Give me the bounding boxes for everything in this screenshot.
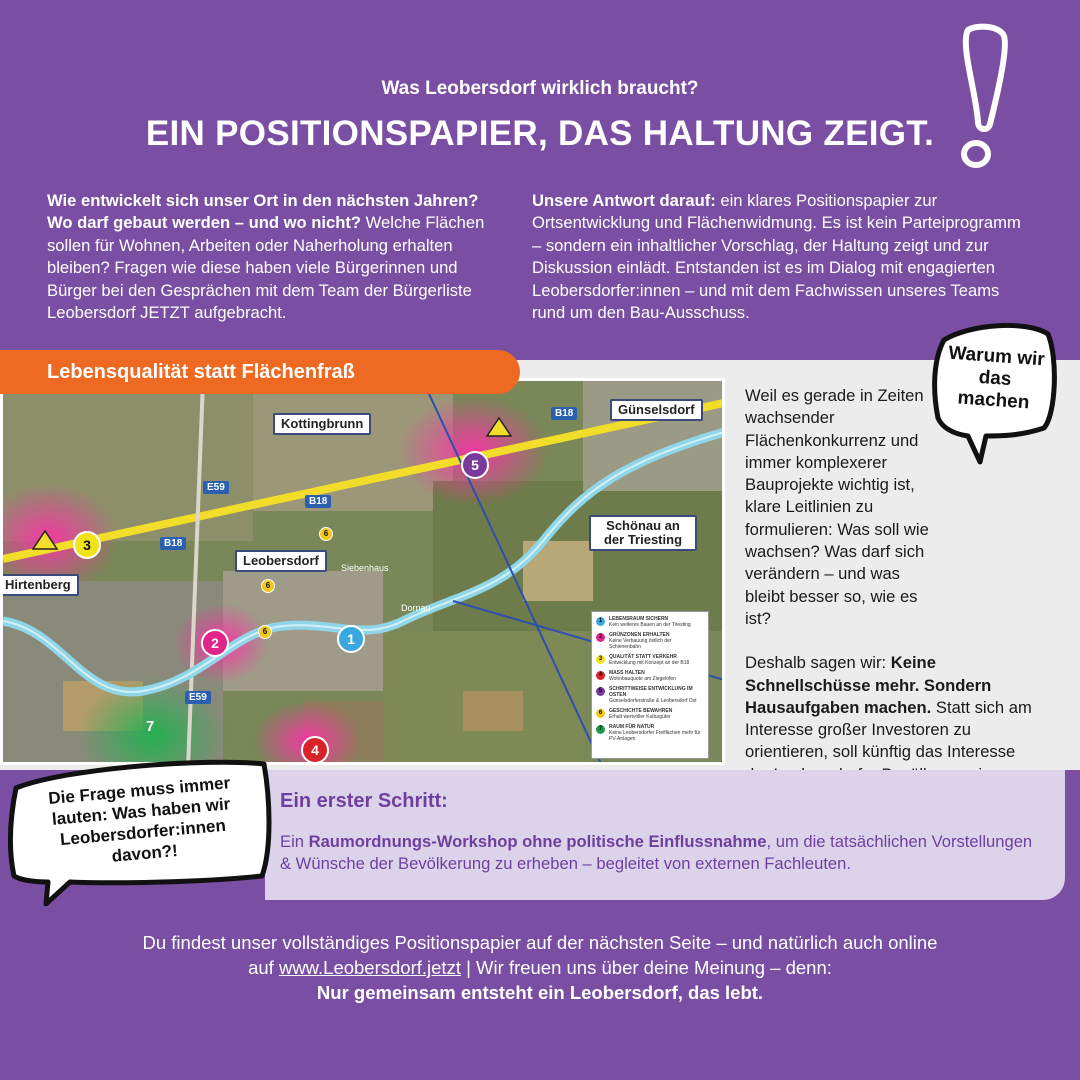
map-label-siebenhaus: Siebenhaus bbox=[341, 563, 389, 573]
legend-item bbox=[596, 708, 704, 720]
marker-4: 4 bbox=[301, 736, 329, 764]
legend-dot: 6 bbox=[596, 709, 605, 718]
legend-title: GRÜNZONEN ERHALTEN bbox=[609, 632, 670, 638]
road-label-e59: E59 bbox=[203, 481, 229, 494]
exclamation-icon bbox=[948, 22, 1018, 172]
footer bbox=[0, 930, 1080, 1005]
intro-left-text: Welche Flächen sollen für Wohnen, Arbeiten oder Naherholung erhalten bleiben? Fragen wie diese haben viele Bürgerinnen und Bürger bei den Gesprächen mit dem Team der Bürgerliste Leobersdorf JETZT aufgebracht. bbox=[47, 213, 485, 323]
legend-title: QUALITÄT STATT VERKEHR bbox=[609, 654, 677, 660]
speech-bubble-warum bbox=[930, 318, 1058, 466]
first-step-body: , um die tatsächlichen Vorstellungen & Wünsche der Bevölkerung zu erheben – begleitet von externen Fachleuten. bbox=[280, 832, 1033, 874]
legend-title: LEBENSRAUM SICHERN bbox=[609, 616, 669, 622]
reason-paragraph-1 bbox=[745, 385, 930, 630]
legend-text: Günselsdorferstraße & Leobersdorf Ost bbox=[609, 698, 697, 704]
road-label-b18: B18 bbox=[551, 407, 577, 420]
footer-line-2-post: | Wir freuen uns über deine Meinung – denn: bbox=[460, 957, 832, 978]
frage-text: Die Frage muss immer lauten: Was haben wir Leobersdorfer:innen davon?! bbox=[47, 773, 231, 866]
marker-1: 1 bbox=[337, 625, 365, 653]
marker-7: 7 bbox=[146, 718, 155, 735]
reason-p2-pre: Deshalb sagen wir: bbox=[745, 653, 891, 673]
first-step-text bbox=[280, 831, 1040, 876]
legend-text: Erhalt wertvoller Kulturgüter bbox=[609, 714, 671, 720]
legend-item bbox=[596, 654, 704, 666]
legend-title: RAUM FÜR NATUR bbox=[609, 724, 655, 730]
marker-6: 6 bbox=[319, 527, 333, 541]
legend-title: MASS HALTEN bbox=[609, 670, 645, 676]
page-title: EIN POSITIONSPAPIER, DAS HALTUNG ZEIGT. bbox=[145, 114, 935, 153]
footer-line-3 bbox=[0, 980, 1080, 1005]
road-label-b18: B18 bbox=[305, 495, 331, 508]
map-label-guenselsdorf: Günselsdorf bbox=[610, 399, 703, 421]
website-link[interactable]: www.Leobersdorf.jetzt bbox=[278, 957, 461, 978]
legend-dot: 4 bbox=[596, 671, 605, 680]
speech-bubble-frage bbox=[6, 758, 274, 906]
legend-item bbox=[596, 724, 704, 742]
map-label-dornau: Dornau bbox=[401, 603, 431, 613]
legend-dot: 3 bbox=[596, 655, 605, 664]
legend-text: Entwicklung mit Konzept an der B18 bbox=[609, 660, 690, 666]
road-label-e59: E59 bbox=[185, 691, 211, 704]
intro-right-text: ein klares Positionspapier zur Ortsentwicklung und Flächenwidmung. Es ist kein Parteiprogramm – sondern ein inhaltlicher Vorschlag, der Haltung zeigt und zur Diskussion einlädt. Entstanden ist es im Dialog mit engagierten Leobersdorfer:innen – und mit dem Fachwissen unseres Teams rund um den Bau-Ausschuss. bbox=[532, 191, 1021, 323]
legend-item bbox=[596, 616, 704, 628]
legend-dot: 7 bbox=[596, 725, 605, 734]
warum-text: Warum wir das machen bbox=[947, 342, 1046, 414]
legend-dot: 2 bbox=[596, 633, 605, 642]
legend-text: Keine Verbauung östlich der Schienenbahn bbox=[609, 638, 672, 650]
banner-title: Lebensqualität statt Flächenfraß bbox=[47, 361, 355, 383]
first-step-title: Ein erster Schritt: bbox=[280, 790, 448, 812]
map-label-schoenau: Schönau an der Triesting bbox=[589, 515, 697, 551]
reason-p2-text: Statt sich am Interesse großer Investoren zu orientieren, soll künftig das Interesse bbox=[745, 697, 1032, 762]
legend-item bbox=[596, 670, 704, 682]
footer-line-1: Du findest unser vollständiges Positionspapier auf der nächsten Seite – und natürlich auch online bbox=[142, 932, 938, 953]
intro-right-bold: Unsere Antwort darauf: bbox=[532, 191, 716, 210]
section-banner bbox=[0, 350, 520, 394]
reason-p1: Weil es gerade in Zeiten wachsender Flächenkonkurrenz und immer komplexerer Bauprojekte wichtig ist, klare Leitlinien zu formulieren: Was soll wie wachsen? Was darf sich verändern – und was bleibt besser so, wie es ist? bbox=[745, 386, 929, 628]
footer-line-2-pre: auf bbox=[248, 957, 279, 978]
map-label-kottingbrunn: Kottingbrunn bbox=[273, 413, 371, 435]
area-map bbox=[0, 378, 725, 765]
footer-line-2 bbox=[0, 955, 1080, 980]
legend-item bbox=[596, 632, 704, 650]
intro-right bbox=[532, 190, 1032, 324]
road-label-b18: B18 bbox=[160, 537, 186, 550]
kicker: Was Leobersdorf wirklich braucht? bbox=[381, 78, 699, 99]
reason-p2-bold: Keine Schnellschüsse mehr. Sondern Hausaufgaben machen. bbox=[745, 653, 992, 717]
legend-dot: 1 bbox=[596, 617, 605, 626]
first-step-pre: Ein bbox=[280, 832, 309, 851]
marker-5: 5 bbox=[461, 451, 489, 479]
marker-6: 6 bbox=[258, 625, 272, 639]
legend-title: GESCHICHTE BEWAHREN bbox=[609, 708, 673, 714]
legend-text: Keine Leobersdorfer Freiflächen mehr für PV-Anlagen bbox=[609, 730, 701, 742]
legend-text: Wohnbauquote am Ziegelofen bbox=[609, 676, 676, 682]
intro-left bbox=[47, 190, 507, 324]
footer-closing: Nur gemeinsam entsteht ein Leobersdorf, das lebt. bbox=[316, 982, 764, 1003]
legend-item bbox=[596, 686, 704, 704]
marker-6: 6 bbox=[261, 579, 275, 593]
map-legend bbox=[591, 611, 709, 759]
legend-dot: 5 bbox=[596, 687, 605, 696]
legend-title: SCHRITTWEISE ENTWICKLUNG IM OSTEN bbox=[609, 686, 693, 698]
first-step-bold: Raumordnungs-Workshop ohne politische Einflussnahme bbox=[308, 832, 767, 851]
legend-text: Kein weiteres Bauen an der Triesting bbox=[609, 622, 691, 628]
marker-3: 3 bbox=[73, 531, 101, 559]
map-label-hirtenberg: Hirtenberg bbox=[0, 574, 79, 596]
intro-left-bold: Wie entwickelt sich unser Ort in den nächsten Jahren? Wo darf gebaut werden – und wo nicht? bbox=[47, 191, 479, 233]
map-label-leobersdorf: Leobersdorf bbox=[235, 550, 327, 572]
marker-2: 2 bbox=[201, 629, 229, 657]
